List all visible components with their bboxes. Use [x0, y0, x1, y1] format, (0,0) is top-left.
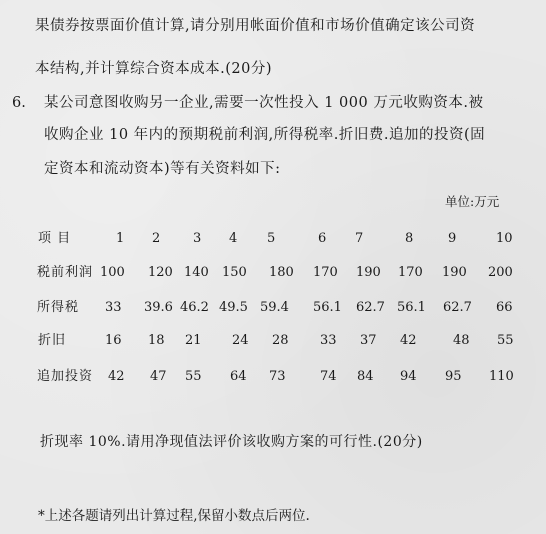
header-year: 5: [267, 231, 276, 246]
table-row: [0, 332, 546, 350]
table-cell: 74: [320, 369, 337, 384]
table-cell: 140: [184, 265, 209, 280]
unit-label: 单位:万元: [445, 194, 500, 209]
header-year: 3: [193, 231, 202, 246]
header-year: 8: [405, 231, 414, 246]
table-cell: 39.6: [144, 300, 173, 315]
header-year: 4: [229, 231, 238, 246]
table-cell: 100: [100, 265, 125, 280]
header-label: 项 目: [38, 231, 72, 246]
question-6-line-1: 某公司意图收购另一企业,需要一次性投入 1 000 万元收购资本.被: [44, 95, 484, 111]
table-cell: 180: [269, 265, 294, 280]
table-cell: 62.7: [356, 300, 385, 315]
table-cell: 47: [150, 369, 167, 384]
table-row: [0, 368, 546, 386]
header-year: 9: [448, 231, 457, 246]
table-cell: 55: [185, 369, 202, 384]
table-cell: 56.1: [313, 300, 342, 315]
header-year: 1: [116, 231, 125, 246]
table-cell: 55: [497, 333, 514, 348]
table-cell: 73: [269, 369, 286, 384]
table-header-row: [0, 230, 546, 248]
table-cell: 59.4: [260, 300, 289, 315]
table-cell: 42: [400, 333, 417, 348]
table-cell: 66: [496, 300, 513, 315]
table-cell: 190: [442, 265, 467, 280]
table-cell: 200: [488, 265, 513, 280]
table-row: [0, 299, 546, 317]
question-6-line-2: 收购企业 10 年内的预期税前利润,所得税率.折旧费.追加的投资(固: [44, 127, 486, 143]
table-cell: 28: [272, 333, 289, 348]
table-cell: 56.1: [397, 300, 426, 315]
table-cell: 110: [489, 369, 514, 384]
question-6-line-3: 定资本和流动资本)等有关资料如下:: [44, 161, 281, 177]
table-cell: 33: [105, 300, 122, 315]
table-cell: 94: [400, 369, 417, 384]
table-cell: 16: [105, 333, 122, 348]
prev-question-line-2: 本结构,并计算综合资本成本.(20分): [35, 61, 272, 77]
table-cell: 49.5: [219, 300, 248, 315]
row-label: 追加投资: [37, 369, 94, 384]
header-year: 2: [152, 231, 161, 246]
row-label: 所得税: [37, 300, 80, 315]
table-cell: 42: [108, 369, 125, 384]
table-cell: 64: [230, 369, 247, 384]
table-cell: 62.7: [443, 300, 472, 315]
table-cell: 95: [445, 369, 462, 384]
table-cell: 46.2: [180, 300, 209, 315]
table-cell: 170: [313, 265, 338, 280]
table-cell: 33: [320, 333, 337, 348]
table-cell: 84: [357, 369, 374, 384]
table-cell: 120: [148, 265, 173, 280]
table-cell: 190: [356, 265, 381, 280]
row-label: 折旧: [38, 333, 67, 348]
table-cell: 150: [222, 265, 247, 280]
table-cell: 24: [232, 333, 249, 348]
table-cell: 48: [453, 333, 470, 348]
table-cell: 18: [148, 333, 165, 348]
table-cell: 21: [185, 333, 202, 348]
question-number: 6.: [12, 95, 26, 111]
table-row: [0, 264, 546, 282]
prev-question-line-1: 果债券按票面价值计算,请分别用帐面价值和市场价值确定该公司资: [35, 18, 476, 34]
footnote: *上述各题请列出计算过程,保留小数点后两位.: [38, 508, 310, 524]
table-cell: 170: [398, 265, 423, 280]
header-year: 7: [355, 231, 364, 246]
table-cell: 37: [360, 333, 377, 348]
discount-rate-line: 折现率 10%.请用净现值法评价该收购方案的可行性.(20分): [40, 434, 423, 450]
header-year: 6: [318, 231, 327, 246]
row-label: 税前利润: [37, 265, 94, 280]
header-year: 10: [496, 231, 513, 246]
